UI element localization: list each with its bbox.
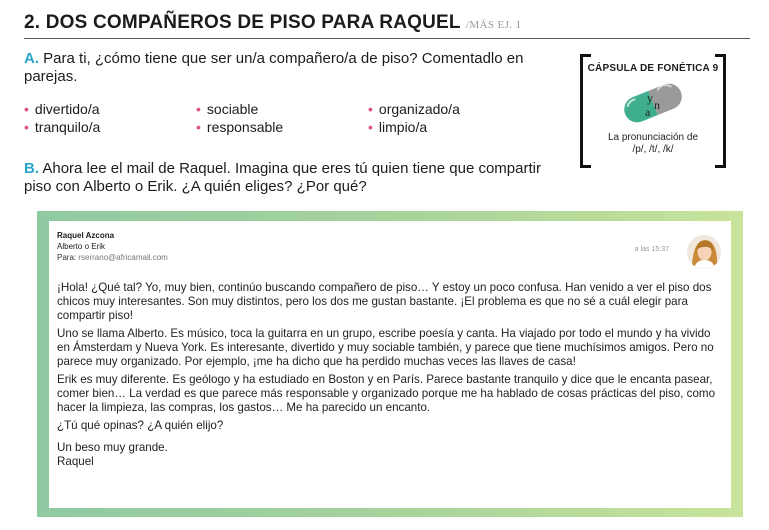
capsule-title: CÁPSULA DE FONÉTICA 9 xyxy=(587,63,719,74)
avatar xyxy=(687,235,721,269)
svg-text:y: y xyxy=(647,91,653,105)
adjective-item xyxy=(196,101,368,117)
adjective-text: sociable xyxy=(206,101,259,117)
email-body xyxy=(57,281,721,469)
adjective-text: divertido/a xyxy=(34,101,100,117)
email-paragraph: Erik es muy diferente. Es geólogo y ha estudiado en Boston y en París. Parece bastante tranquilo y dice que le encanta pasear, comer bien… La verdad es que parece más responsable y organizado porque me ha hablado de cosas prácticas del piso, como hacer la limpieza, las compras, los gastos… Me ha parecido un encanto. xyxy=(57,373,716,414)
bullet-icon: • xyxy=(368,119,373,135)
capsule-line-1: La pronunciación de xyxy=(607,132,699,143)
email-to-address: rserrano@africamail.com xyxy=(78,253,168,262)
email-recipient xyxy=(57,252,168,263)
exercise-reference: /MÁS EJ. 1 xyxy=(465,19,522,31)
svg-text:n: n xyxy=(654,98,660,112)
email-header xyxy=(57,230,168,263)
pill-icon xyxy=(616,80,690,126)
phonetics-capsule[interactable] xyxy=(580,54,726,166)
avatar-image xyxy=(687,235,721,269)
adjective-item xyxy=(24,119,196,135)
bullet-icon: • xyxy=(24,119,29,135)
svg-text:a: a xyxy=(645,105,651,119)
adjective-text: tranquilo/a xyxy=(34,119,101,135)
email-message xyxy=(49,221,731,508)
adjective-list xyxy=(24,101,544,135)
capsule-description xyxy=(580,132,726,156)
section-b-text: Ahora lee el mail de Raquel. Imagina que eres tú quien tiene que compartir piso con Alberto o Erik. ¿A quién eliges? ¿Por qué? xyxy=(24,160,541,195)
email-to-label: Para: xyxy=(57,253,77,262)
exercise-title-text: 2. DOS COMPAÑEROS DE PISO PARA RAQUEL xyxy=(24,12,461,33)
email-sender: Raquel Azcona xyxy=(57,231,115,240)
adjective-text: limpio/a xyxy=(378,119,428,135)
section-a-label: A. xyxy=(24,50,39,67)
email-frame xyxy=(37,211,743,517)
adjective-item xyxy=(196,119,368,135)
capsule-line-2: /p/, /t/, /k/ xyxy=(632,144,674,155)
adjective-item xyxy=(24,101,196,117)
section-b-prompt xyxy=(24,160,564,196)
section-a-prompt xyxy=(24,50,534,86)
email-subject: Alberto o Erik xyxy=(57,242,106,251)
email-paragraph: Uno se llama Alberto. Es músico, toca la guitarra en un grupo, escribe poesía y canta. Ha viajado por todo el mundo y ha vivido en Ámsterdam y Nueva York. Es interesante, divertido y muy sociable también, y parece que tiene muchísimos amigos. Pero no parece muy organizado. Por ejemplo, ¡me ha dicho que ha perdido muchas veces las llaves de casa! xyxy=(57,327,714,368)
adjective-text: responsable xyxy=(206,119,284,135)
email-closing: Un beso muy grande. xyxy=(57,441,168,454)
bullet-icon: • xyxy=(196,119,201,135)
section-b-label: B. xyxy=(24,160,39,177)
email-paragraph: ¡Hola! ¿Qué tal? Yo, muy bien, continúo buscando compañero de piso… Y estoy un poco confusa. Han venido a ver el piso dos chicos muy interesantes. Son muy distintos, pero los dos me gustan bastante. ¡El problema es que no sé a cuál elegir para compartir piso! xyxy=(57,281,712,322)
title-divider xyxy=(24,38,750,39)
bullet-icon: • xyxy=(368,101,373,117)
bullet-icon: • xyxy=(24,101,29,117)
email-timestamp: a las 15:37 xyxy=(634,246,669,253)
email-paragraph: ¿Tú qué opinas? ¿A quién elijo? xyxy=(57,419,224,432)
adjective-text: organizado/a xyxy=(378,101,460,117)
exercise-title xyxy=(24,12,522,34)
adjective-item xyxy=(368,101,544,117)
section-a-text: Para ti, ¿cómo tiene que ser un/a compañero/a de piso? Comentadlo en parejas. xyxy=(24,50,524,85)
adjective-item xyxy=(368,119,544,135)
bullet-icon: • xyxy=(196,101,201,117)
email-signature: Raquel xyxy=(57,455,94,468)
